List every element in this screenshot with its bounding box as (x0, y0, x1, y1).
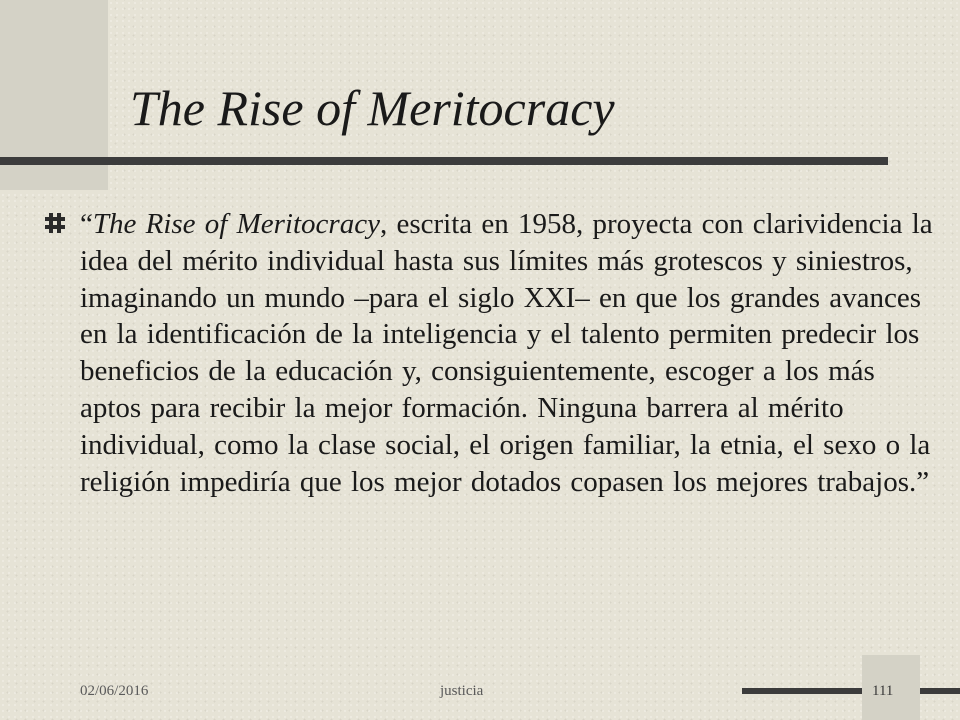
hash-bullet-icon (44, 212, 66, 234)
bullet-paragraph (80, 206, 940, 500)
footer-date: 02/06/2016 (80, 683, 149, 699)
open-quote: “ (80, 208, 93, 240)
footer-bar-right (920, 688, 960, 694)
book-title-italic: The Rise of Meritocracy (92, 208, 380, 240)
footer-label: justicia (440, 683, 484, 699)
bullet-body-text: , escrita en 1958, proyecta con clarividencia la idea del mérito individual hasta sus límites más grotescos y siniestros, imaginando un mundo –para el siglo XXI– en que los grandes avances en la identificación de la inteligencia y el talento permiten predecir los beneficios de la educación y, consiguientemente, escoger a los más aptos para recibir la mejor formación. Ninguna barrera al mérito individual, como la clase social, el origen familiar, la etnia, el sexo o la religión impediría que los mejor dotados copasen los mejores trabajos.” (80, 208, 933, 498)
footer-bar-left (742, 688, 862, 694)
slide-title: The Rise of Meritocracy (130, 80, 615, 136)
page-number: 111 (872, 683, 894, 699)
title-underline-bar (0, 157, 888, 165)
